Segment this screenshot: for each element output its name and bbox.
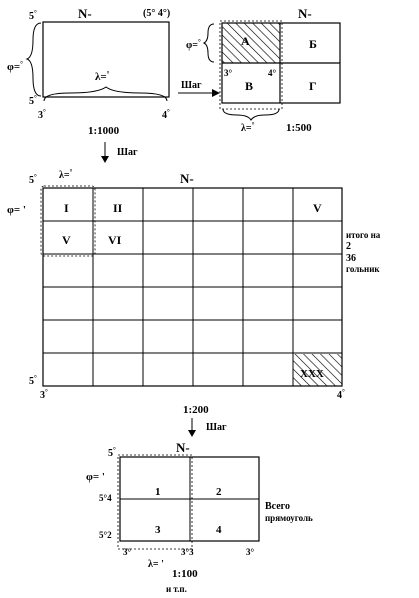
scale-label-4: 1:100 [172, 568, 198, 580]
cell-r1c6: V [313, 201, 322, 215]
cell-r1c2: II [113, 201, 123, 215]
cell-1: 1 [155, 486, 161, 498]
bottom-mid2-lon-4: 3° [246, 547, 255, 557]
step-label-2: Шаг [117, 147, 138, 158]
bottom-left-lon-3: 3° [40, 388, 48, 401]
bottom-mid1-lon-4: 3°3 [181, 547, 194, 557]
sheet-1-frame [43, 22, 169, 97]
corner-tl-label: 5° [29, 9, 37, 22]
scale-label-2: 1:500 [286, 122, 312, 134]
panel-3-scale-200 [7, 168, 381, 416]
phi-label-2: φ=° [186, 38, 201, 51]
lambda-brace-2 [223, 109, 279, 120]
phi-label-4: φ= ' [86, 471, 105, 483]
cell-r2c2: VI [108, 233, 122, 247]
left-mid-label-4: 5°4 [99, 493, 112, 503]
mid-left-label-2: 3° [224, 68, 233, 78]
svg-text:прямоуголь: прямоуголь [265, 513, 313, 523]
cell-a: А [241, 34, 250, 48]
svg-text:2: 2 [346, 241, 351, 252]
footer-note: и т.п. [166, 584, 187, 594]
cell-a-hatching [222, 23, 280, 63]
cell-xxx: XXX [300, 368, 324, 380]
step-arrow-2 [101, 142, 138, 163]
cell-r2c1: V [62, 233, 71, 247]
corner-bl-label-3: 5° [29, 374, 37, 387]
panel-4-scale-100 [86, 440, 313, 594]
step-arrow-3 [188, 418, 227, 437]
svg-text:гольник: гольник [346, 264, 380, 274]
phi-brace-1 [27, 23, 41, 96]
scale-label-3: 1:200 [183, 404, 209, 416]
panel-2-scale-500 [186, 6, 340, 134]
cell-4: 4 [216, 524, 222, 536]
lambda-label-2: λ=° [241, 121, 255, 134]
phi-label-3: φ= ' [7, 204, 26, 216]
lambda-label-1: λ=° [95, 70, 110, 83]
left-bot-label-4: 5°2 [99, 530, 112, 540]
panel-1-scale-1000 [7, 6, 170, 137]
svg-text:36: 36 [346, 253, 356, 264]
bottom-right-lon-3: 4° [337, 388, 345, 401]
corner-bl-label: 5° [29, 94, 37, 107]
cell-2: 2 [216, 486, 222, 498]
corner-tl-label-4: 5° [108, 446, 116, 459]
north-label-2: N- [298, 6, 312, 21]
step-arrow-1 [178, 80, 220, 97]
north-label-4: N- [176, 440, 190, 455]
cell-3: 3 [155, 524, 161, 536]
mid-center-label-2: 4° [268, 68, 277, 78]
north-label-3: N- [180, 171, 194, 186]
lambda-brace-1 [44, 87, 167, 101]
bottom-left-lon-1: 3° [38, 108, 46, 121]
lambda-label-3: λ=° [59, 168, 73, 181]
svg-text:Всего: Всего [265, 501, 290, 512]
scale-label-1: 1:1000 [88, 125, 120, 137]
cell-r1c1: I [64, 201, 69, 215]
svg-text:итого на: итого на [346, 230, 381, 240]
bottom-right-lon-1: 4° [162, 108, 170, 121]
phi-label-1: φ=° [7, 60, 23, 73]
cell-v: В [245, 79, 254, 93]
lambda-label-4: λ= ' [148, 559, 164, 570]
step-label-3: Шаг [206, 422, 227, 433]
corner-tl-label-3: 5° [29, 173, 37, 186]
side-note-3 [346, 230, 381, 274]
phi-brace-2 [204, 24, 214, 62]
north-label-1: N- [78, 6, 92, 21]
cell-b: Б [309, 37, 317, 51]
bottom-left-lon-4: 3° [123, 547, 132, 557]
corner-tr-label: (5° 4°) [143, 8, 171, 19]
side-note-4 [265, 501, 313, 523]
cell-g: Г [309, 79, 317, 93]
step-label-1: Шаг [181, 80, 202, 91]
